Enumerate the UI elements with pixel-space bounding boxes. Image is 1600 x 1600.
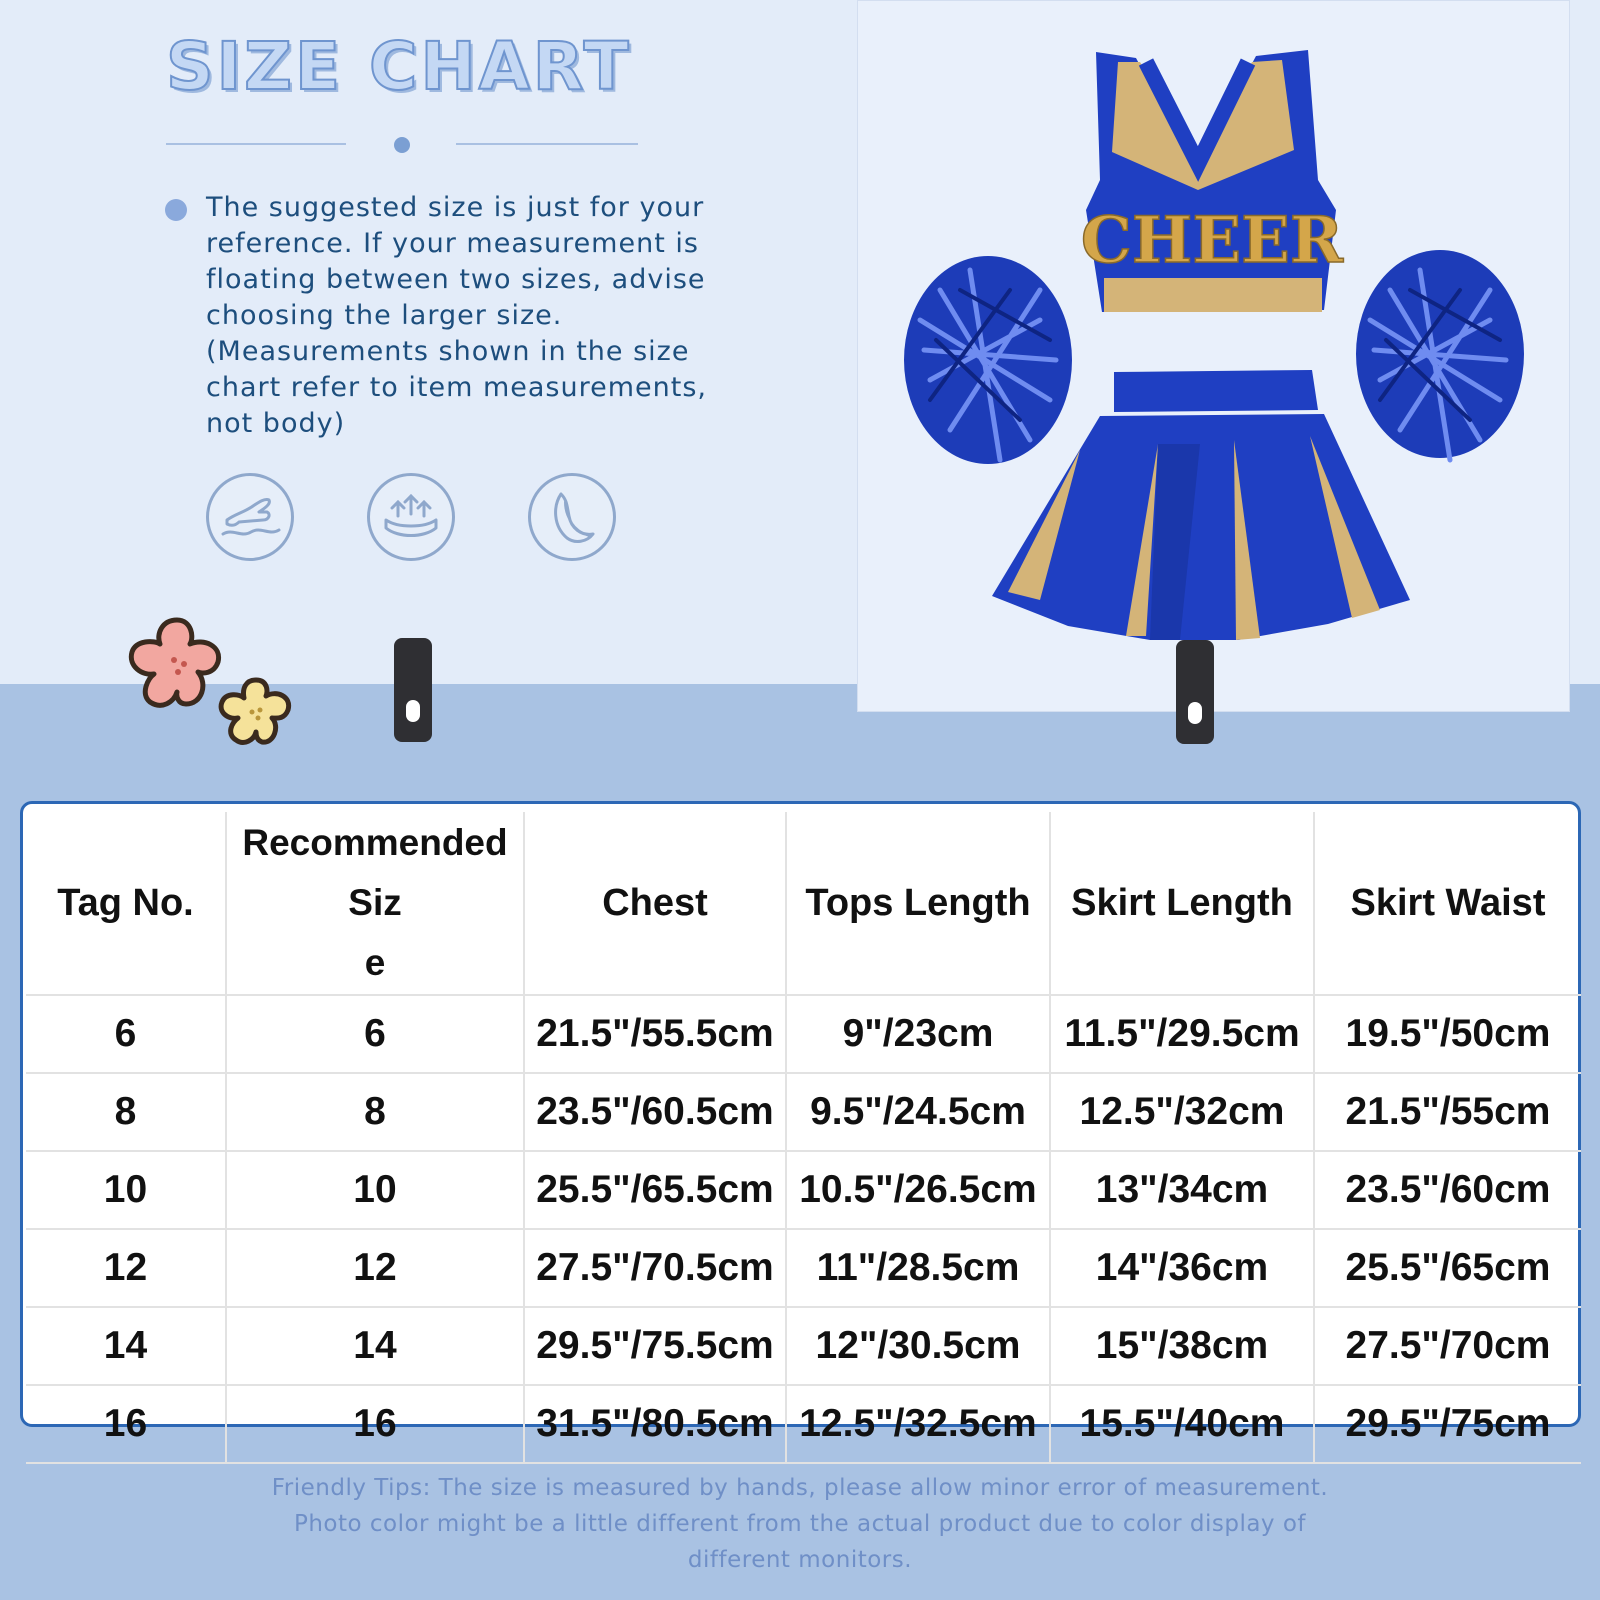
chest-cell: 23.5"/60.5cm [524, 1073, 786, 1151]
skirt-length-cell: 13"/34cm [1050, 1151, 1314, 1229]
chest-cell: 31.5"/80.5cm [524, 1385, 786, 1463]
cheer-outfit-image [900, 40, 1540, 680]
chest-cell: 27.5"/70.5cm [524, 1229, 786, 1307]
tag-no-cell: 10 [26, 1151, 226, 1229]
recommended-size-cell: 16 [226, 1385, 524, 1463]
skirt-waist-cell: 21.5"/55cm [1314, 1073, 1581, 1151]
tops-length-cell: 9.5"/24.5cm [786, 1073, 1050, 1151]
recommended-size-cell: 10 [226, 1151, 524, 1229]
soft-feather-icon [528, 473, 616, 561]
tag-no-cell: 14 [26, 1307, 226, 1385]
title-divider-dot [394, 137, 410, 153]
skirt-length-cell: 11.5"/29.5cm [1050, 995, 1314, 1073]
tag-no-cell: 8 [26, 1073, 226, 1151]
title-divider-right [456, 143, 638, 145]
tops-length-cell: 10.5"/26.5cm [786, 1151, 1050, 1229]
skirt-waist-cell: 23.5"/60cm [1314, 1151, 1581, 1229]
table-row [26, 1151, 1581, 1229]
skirt-length-cell: 15.5"/40cm [1050, 1385, 1314, 1463]
skirt-length-cell: 14"/36cm [1050, 1229, 1314, 1307]
skirt-length-cell: 15"/38cm [1050, 1307, 1314, 1385]
tag-no-cell: 12 [26, 1229, 226, 1307]
table-header-row [26, 812, 1581, 995]
skirt-waist-cell: 19.5"/50cm [1314, 995, 1581, 1073]
column-header-skirt-waist: Skirt Waist [1314, 812, 1581, 995]
column-header-tops-length: Tops Length [786, 812, 1050, 995]
title-divider-left [166, 143, 346, 145]
column-header-recommended-size: Recommended Siz e [226, 812, 524, 995]
tag-no-cell: 16 [26, 1385, 226, 1463]
stretch-icon [367, 473, 455, 561]
tops-length-cell: 12.5"/32.5cm [786, 1385, 1050, 1463]
skirt-waist-cell: 25.5"/65cm [1314, 1229, 1581, 1307]
pom-pom-right [1356, 250, 1524, 460]
pom-pom-left [904, 256, 1072, 464]
table-row [26, 1307, 1581, 1385]
chest-cell: 25.5"/65.5cm [524, 1151, 786, 1229]
hand-wash-icon [206, 473, 294, 561]
note-bullet [165, 199, 187, 221]
size-table-card [20, 801, 1581, 1445]
tops-length-cell: 12"/30.5cm [786, 1307, 1050, 1385]
tops-length-cell: 11"/28.5cm [786, 1229, 1050, 1307]
friendly-tips: Friendly Tips: The size is measured by hands, please allow minor error of measurement. Photo color might be a little different from the actual product due to color display of different monitors. [271, 1475, 1329, 1573]
column-header-tag-no: Tag No. [26, 812, 226, 995]
recommended-size-cell: 8 [226, 1073, 524, 1151]
size-note: The suggested size is just for your reference. If your measurement is floating between two sizes, advise choosing the larger size. (Measurements shown in the size chart refer to item measurements, not body) [206, 192, 707, 439]
table-row [26, 1073, 1581, 1151]
skirt-waist-cell: 29.5"/75cm [1314, 1385, 1581, 1463]
recommended-size-cell: 6 [226, 995, 524, 1073]
skirt-length-cell: 12.5"/32cm [1050, 1073, 1314, 1151]
skirt-waist-cell: 27.5"/70cm [1314, 1307, 1581, 1385]
hanger-clip-left [394, 638, 432, 742]
table-row [26, 1385, 1581, 1463]
cheer-text: CHEER [1080, 203, 1344, 278]
tag-no-cell: 6 [26, 995, 226, 1073]
chest-cell: 29.5"/75.5cm [524, 1307, 786, 1385]
column-header-chest: Chest [524, 812, 786, 995]
tops-length-cell: 9"/23cm [786, 995, 1050, 1073]
table-row [26, 995, 1581, 1073]
table-row [26, 1229, 1581, 1307]
size-table [26, 812, 1581, 1464]
recommended-size-cell: 14 [226, 1307, 524, 1385]
yellow-flower-icon [214, 674, 298, 754]
recommended-size-cell: 12 [226, 1229, 524, 1307]
chest-cell: 21.5"/55.5cm [524, 995, 786, 1073]
page-title: SIZE CHART [166, 28, 632, 105]
column-header-skirt-length: Skirt Length [1050, 812, 1314, 995]
cheer-top [1081, 50, 1344, 312]
